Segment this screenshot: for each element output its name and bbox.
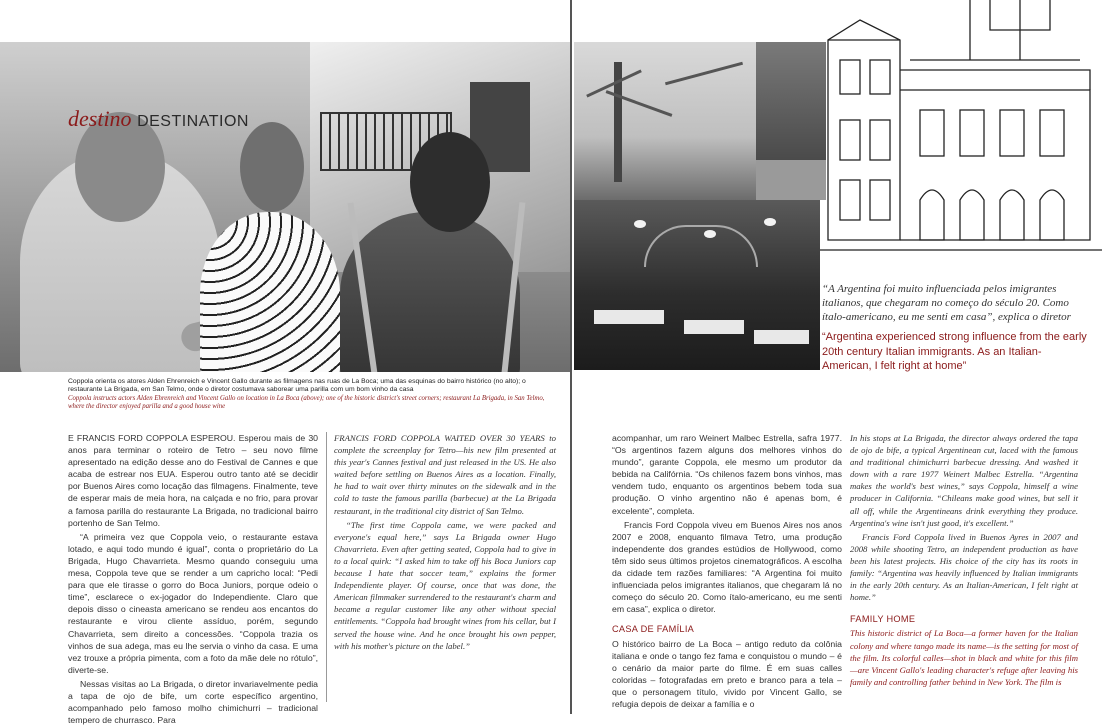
- photo-person-ehrenreich: [200, 212, 340, 372]
- col1-paragraph-2: “A primeira vez que Coppola veio, o restaurante estava lotado, e aqui todo mundo é igual”, conta o proprietário do La Brigada, Hugo Chavarrieta. Mesmo quando conseguiu uma mesa, Coppola teve que se render a um capricho local: “Pedi para que ele tirasse o gorro do Boca Juniors, porque odeio o time”, esclarece o ex-jogador do Independiente. Claro que depois disso o cineasta americano se rendeu aos encantos do restaurante e virou cliente assíduo, porém, segundo Chavarrieta, sem direito a concessões. “Coppola trazia os vinhos de sua adega, mas eu lhe servia o vinho da casa. E uma vez trouxe a própria pimenta, com a foto da mãe dele no rótulo”, diverte-se.: [68, 531, 318, 675]
- caption-en: Coppola instructs actors Alden Ehrenreich and Vincent Gallo on location in La Boca (above); one of the historic district's street corners; restaurant La Brigada, in San Telmo, where the director enjoyed parilla and a good house wine: [68, 394, 545, 411]
- pullquote-en: “Argentina experienced strong influence from the early 20th century Italian immigrants. As an Italian-American, I felt right at home”: [822, 331, 1087, 372]
- photo-tree-branch: [665, 62, 743, 86]
- article-column-2: [334, 432, 556, 654]
- photo-lamp: [704, 230, 716, 238]
- pullquote-pt: “A Argentina foi muito influenciada pelos imigrantes italianos, que chegaram no começo do século 20. Como ítalo-americano, eu me senti em casa”, explica o diretor: [822, 283, 1071, 323]
- film-set-photo: [0, 42, 570, 372]
- photo-arch: [644, 225, 758, 267]
- article-column-4: [850, 432, 1078, 690]
- page-spine: [570, 0, 572, 714]
- col1-paragraph-3: Nessas visitas ao La Brigada, o diretor invariavelmente pedia a tapa de ojo de bife, um corte específico argentino, acompanhado pelo famoso molho chimichurri – tradicional tempero de churrasco. Para: [68, 678, 318, 726]
- section-title: [68, 106, 249, 132]
- restaurant-photo: [574, 200, 820, 370]
- col3-paragraph-3: O histórico bairro de La Boca – antigo reduto da colônia italiana e onde o tango fez fama e conquistou o mundo – é o cenário da maior parte do filme. É em suas calles coloridas – fotografadas em preto e branco para a tela – que o personagem título, vivido por Vincent Gallo, se refugia depois de deixar a família e o: [612, 638, 842, 709]
- col1-paragraph-1: E FRANCIS FORD COPPOLA ESPEROU. Esperou mais de 30 anos para terminar o roteiro de Tetro – seu novo filme apresentado na edição desse ano do Festival de Cannes e que acaba de estrear nos EUA. Esperou outro tanto até se decidir por Buenos Aires como locação das filmagens. Finalmente, teve de esperar mais de meia hora, na calçada e no frio, para provar a famosa parilla do restaurante La Brigada, no tradicional bairro portenho de San Telmo.: [68, 433, 318, 528]
- photo-lamp: [634, 220, 646, 228]
- section-title-destination: DESTINATION: [137, 113, 249, 130]
- building-sketch: [820, 0, 1102, 262]
- photo-lamp: [764, 218, 776, 226]
- photo-table: [594, 310, 664, 324]
- article-column-1: [68, 432, 318, 728]
- photo-caption: [68, 378, 548, 412]
- photo-road: [756, 160, 826, 200]
- article-column-3: [612, 432, 842, 712]
- col4-paragraph-1: In his stops at La Brigada, the director always ordered the tapa de ojo de bife, a typical Argentinean cut, laced with the famous and traditional chimichurri barbecue dressing. And washed it down with a rare 1977 Weinert Malbec Estrella. “Argentina makes the world's best wines,” says Coppola, himself a wine producer in California. “Chileans make good wines, but sell it all off, while the Argentineans drink everything they produce. Argentina's wine isn't just good, it's excellent.”: [850, 433, 1078, 528]
- col3-section-heading: CASA DE FAMÍLIA: [612, 624, 695, 635]
- column-divider-1: [326, 432, 327, 702]
- col2-paragraph-1: FRANCIS FORD COPPOLA WAITED OVER 30 YEARS to complete the screenplay for Tetro—his new film presented at this year's Cannes festival and just released in the US. He also waited before settling on Buenos Aires as a location. Finally, he had to wait over thirty minutes on the sidewalk and in the cold to taste the famous parilla (barbecue) at the La Brigada restaurant, in the traditional city district of San Telmo.: [334, 433, 556, 516]
- col3-paragraph-2: Francis Ford Coppola viveu em Buenos Aires nos anos 2007 e 2008, enquanto filmava Tetro, uma produção independente dos grandes estúdios de Hollywood, como têm sido seus últimos projetos cinematográficos. A escolha da cidade tem razões familiares: “A Argentina foi muito influenciada pelos imigrantes italianos, que chegaram lá no começo do século 20. Como ítalo-americano, eu me senti em casa”, explica o diretor.: [612, 519, 842, 615]
- section-title-destino: destino: [68, 106, 132, 131]
- photo-head-gallo: [410, 132, 490, 232]
- col4-paragraph-2: Francis Ford Coppola lived in Buenos Ayres in 2007 and 2008 while shooting Tetro, an independent production as have been his latest projects. His choice of the city has its roots in family: “Argentina was heavily influenced by Italian immigrants in the early 20th century. As an Italian-American, I felt right at home.”: [850, 531, 1078, 603]
- photo-table: [754, 330, 809, 344]
- caption-pt: Coppola orienta os atores Alden Ehrenreich e Vincent Gallo durante as filmagens nas ruas de La Boca; uma das esquinas do bairro histórico (no alto); o restaurante La Brigada, em San Telmo, onde o diretor costumava saborear uma parilla com um bom vinho da casa: [68, 378, 526, 394]
- col4-paragraph-3: This historic district of La Boca—a former haven for the Italian colony and where tango made its name—is the setting for most of the film. Its colorful calles—shot in black and white for this film—are Vincent Gallo's leading character's refuge after leaving his family and controlling father behind in New York. The film is: [850, 628, 1078, 687]
- photo-head-ehrenreich: [240, 122, 304, 212]
- col4-section-heading: FAMILY HOME: [850, 614, 916, 625]
- col2-paragraph-2: “The first time Coppola came, we were packed and everyone's equal here,” says La Brigada owner Hugo Chavarrieta. Even after getting seated, Coppola had to give in to a local quirk: “I asked him to take off his Boca Juniors cap because I hate that soccer team,” explains the former Independiente player. Of course, once that was done, the American filmmaker surrendered to the restaurant's charm and became a regular customer like any other without special entitlements. “Coppola had brought wines from his cellar, but I served the house wine. And he once brought his own pepper, with his mother's picture on the label.”: [334, 519, 556, 651]
- street-building-photo: [756, 42, 826, 200]
- street-corner-photo: [574, 42, 756, 200]
- col3-paragraph-1: acompanhar, um raro Weinert Malbec Estrella, safra 1977. “Os argentinos fazem alguns dos melhores vinhos do mundo”, garante Coppola, ele mesmo um produtor da bebida na Califórnia. “Os chilenos fazem bons vinhos, mas vendem tudo, enquanto os argentinos bebem toda sua produção. O vinho argentino não é apenas bom, é excelente”, completa.: [612, 433, 842, 516]
- photo-table: [684, 320, 744, 334]
